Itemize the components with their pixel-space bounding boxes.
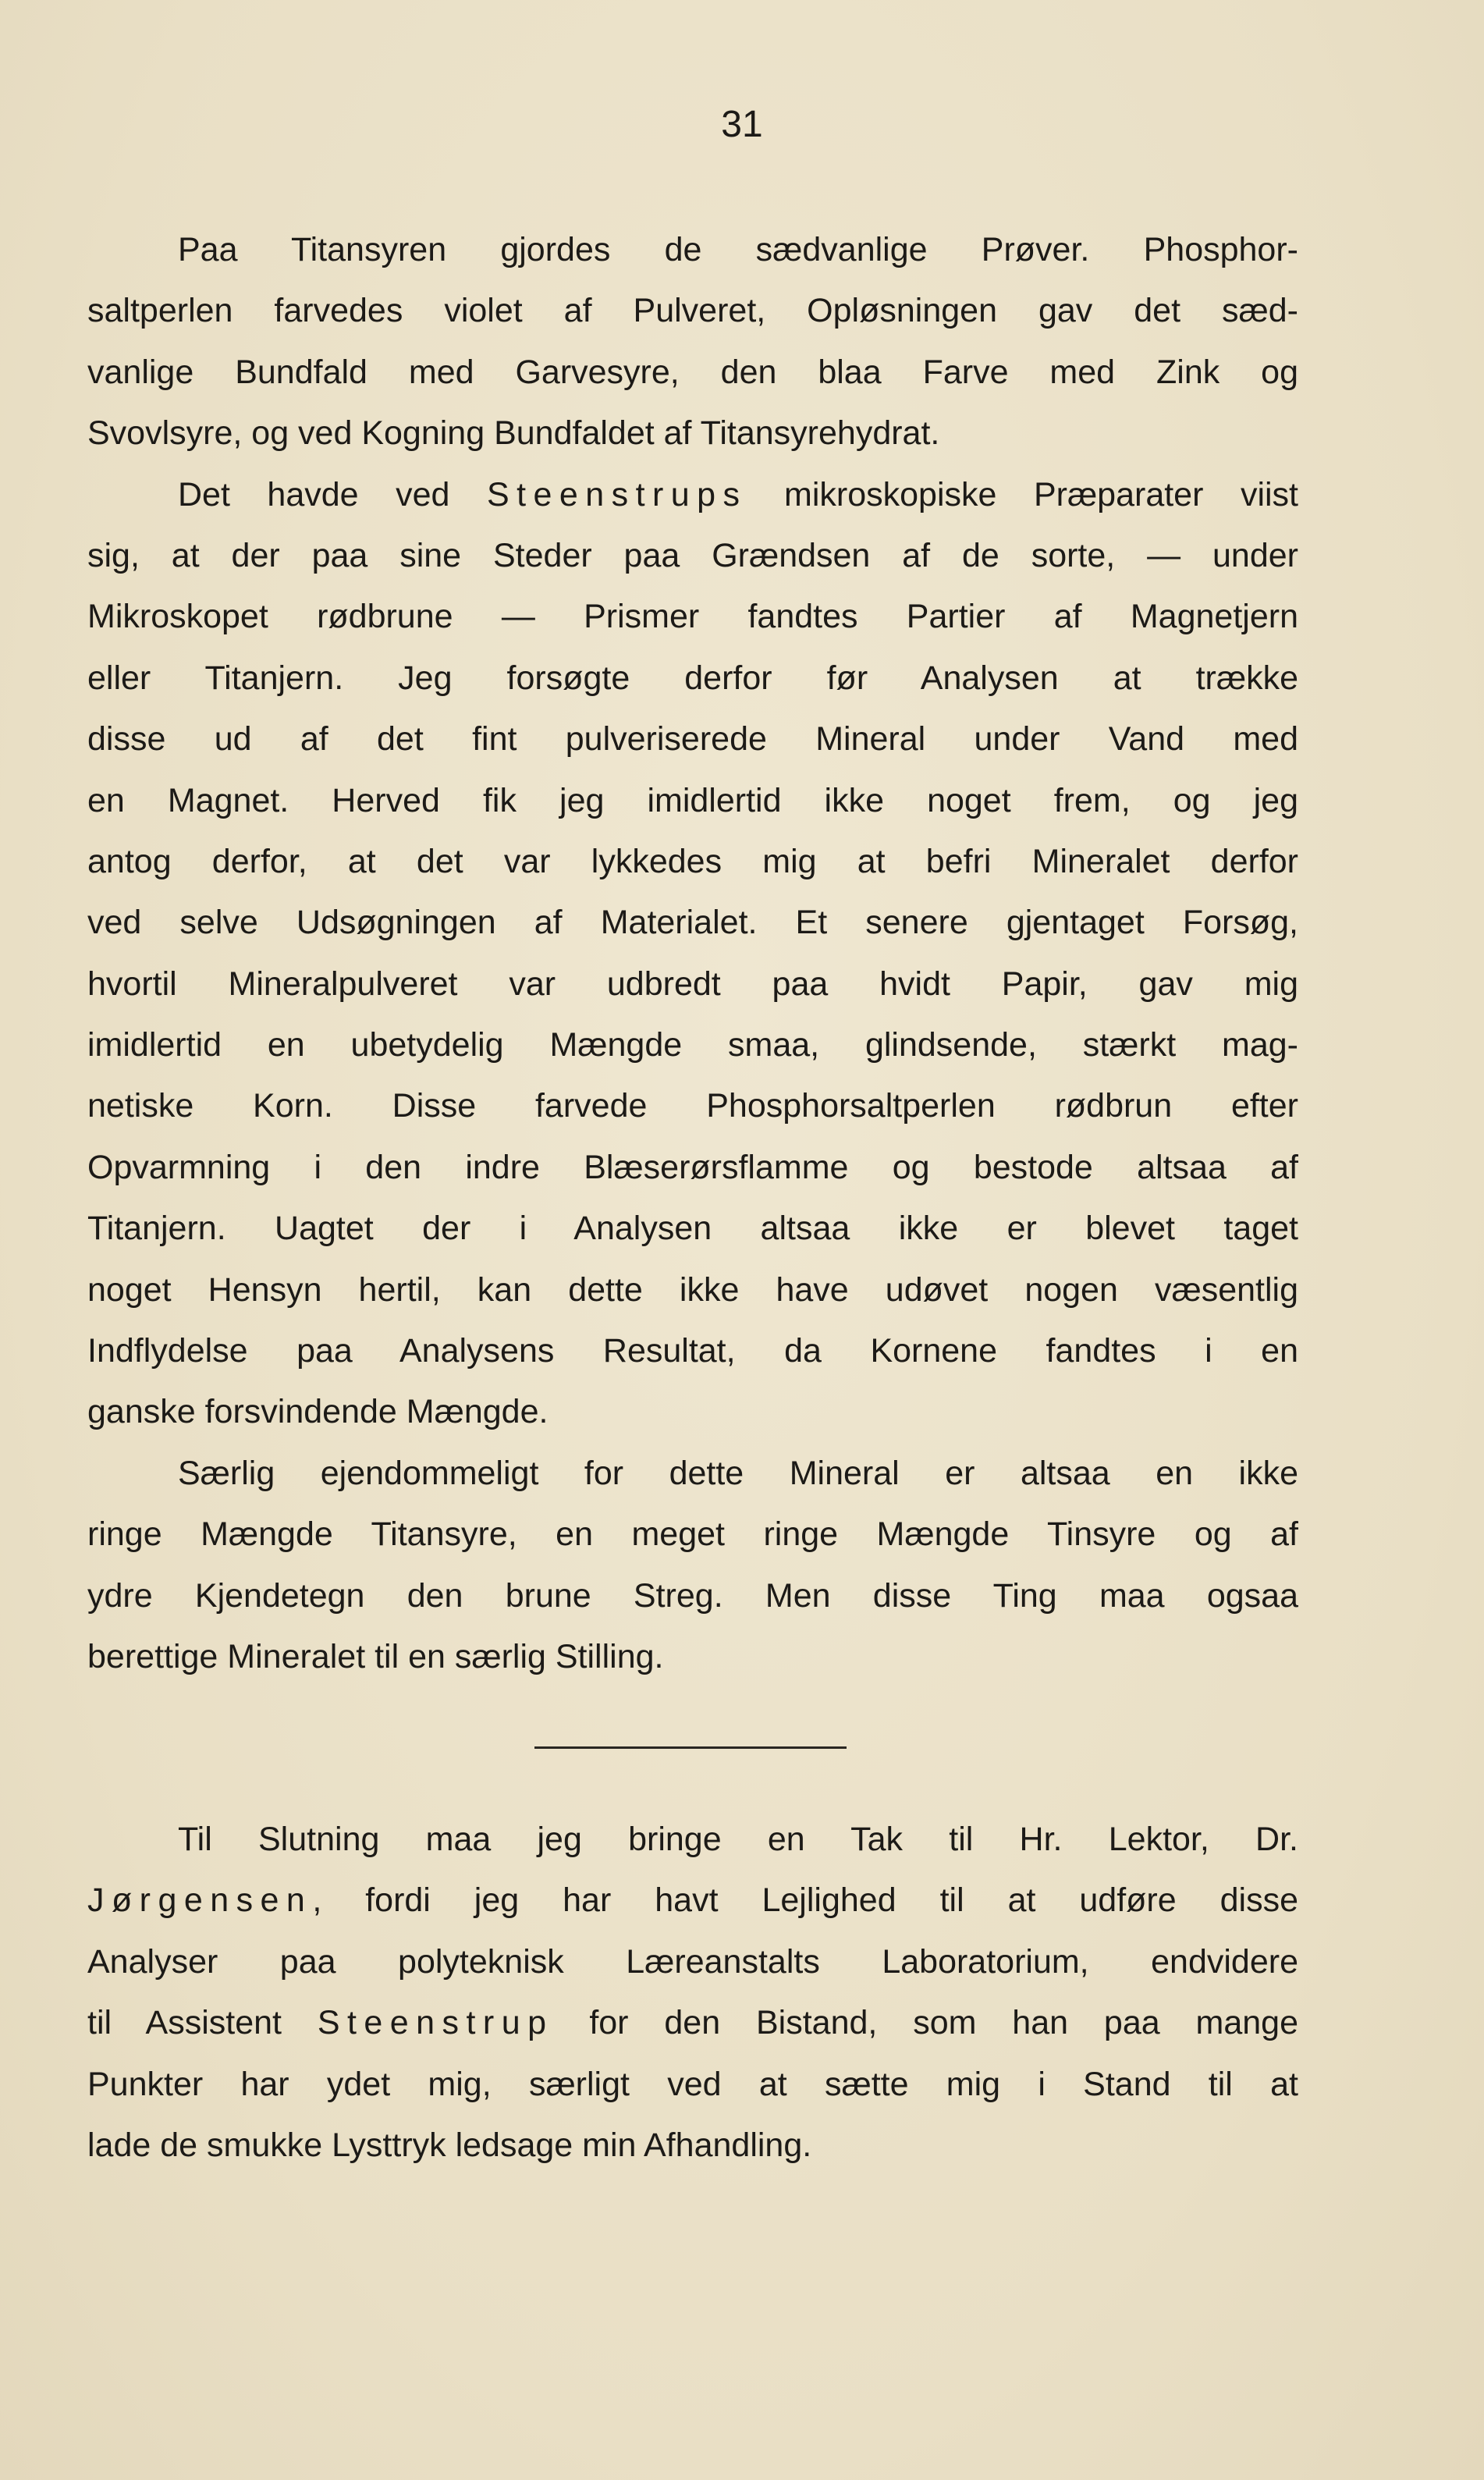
text-line: netiske Korn. Disse farvede Phosphorsaltperlen rødbrun efter [87,1087,1298,1125]
name-steenstrups: Steenstrups [486,475,747,513]
text-line: noget Hensyn hertil, kan dette ikke have udøvet nogen væsentlig [87,1270,1298,1309]
text-line: antog derfor, at det var lykkedes mig at befri Mineralet derfor [87,842,1298,880]
text-fragment: til Assistent [87,2004,318,2042]
text-fragment: Det havde ved [178,475,487,513]
text-line: imidlertid en ubetydelig Mængde smaa, glindsende, stærkt mag- [87,1026,1298,1064]
name-steenstrup: Steenstrup [317,2004,554,2042]
text-line: Opvarmning i den indre Blæserørsflamme og bestode altsaa af [87,1148,1298,1186]
text-line: Analyser paa polyteknisk Læreanstalts Laboratorium, endvidere [87,1942,1298,1981]
text-line: vanlige Bundfald med Garvesyre, den blaa Farve med Zink og [87,353,1298,391]
text-line: ringe Mængde Titansyre, en meget ringe Mængde Tinsyre og af [87,1515,1298,1554]
text-line: lade de smukke Lysttryk ledsage min Afhandling. [87,2126,812,2164]
text-line: eller Titanjern. Jeg forsøgte derfor før Analysen at trække [87,659,1298,697]
text-line: ganske forsvindende Mængde. [87,1393,549,1431]
section-divider [534,1746,847,1749]
text-line: saltperlen farvedes violet af Pulveret, Opløsningen gav det sæd- [87,292,1298,330]
main-text [87,219,1298,1687]
text-line [87,1870,1298,1931]
text-line: Titanjern. Uagtet der i Analysen altsaa ikke er blevet taget [87,1210,1298,1248]
text-line: ved selve Udsøgningen af Materialet. Et senere gjentaget Forsøg, [87,904,1298,942]
text-line: Paa Titansyren gjordes de sædvanlige Prøver. Phosphor- [178,231,1298,268]
text-line: Punkter har ydet mig, særligt ved at sætte mig i Stand til at [87,2065,1298,2103]
text-line: berettige Mineralet til en særlig Stilling. [87,1637,664,1675]
acknowledgement-text [87,1809,1298,2176]
text-fragment: mikroskopiske Præparater viist [747,475,1298,513]
text-line: Til Slutning maa jeg bringe en Tak til Hr. Lektor, Dr. [178,1821,1298,1858]
text-line: disse ud af det fint pulveriserede Mineral under Vand med [87,720,1298,759]
text-line: Svovlsyre, og ved Kogning Bundfaldet af Titansyrehydrat. [87,414,940,453]
text-line: Indflydelse paa Analysens Resultat, da Kornene fandtes i en [87,1332,1298,1370]
text-line: sig, at der paa sine Steder paa Grændsen af de sorte, — under [87,536,1298,574]
text-line: en Magnet. Herved fik jeg imidlertid ikke noget frem, og jeg [87,781,1298,819]
text-fragment: , fordi jeg har havt Lejlighed til at udføre disse [312,1881,1298,1920]
text-line [87,464,1298,525]
text-line [87,1992,1298,2053]
name-jorgensen: Jørgensen [87,1881,313,1920]
text-line: Mikroskopet rødbrune — Prismer fandtes Partier af Magnetjern [87,598,1298,636]
text-line: hvortil Mineralpulveret var udbredt paa hvidt Papir, gav mig [87,965,1298,1003]
page-number: 31 [721,104,763,145]
text-line: ydre Kjendetegn den brune Streg. Men disse Ting maa ogsaa [87,1576,1298,1615]
text-fragment: for den Bistand, som han paa mange [553,2004,1299,2042]
text-line: Særlig ejendommeligt for dette Mineral er altsaa en ikke [178,1454,1298,1492]
